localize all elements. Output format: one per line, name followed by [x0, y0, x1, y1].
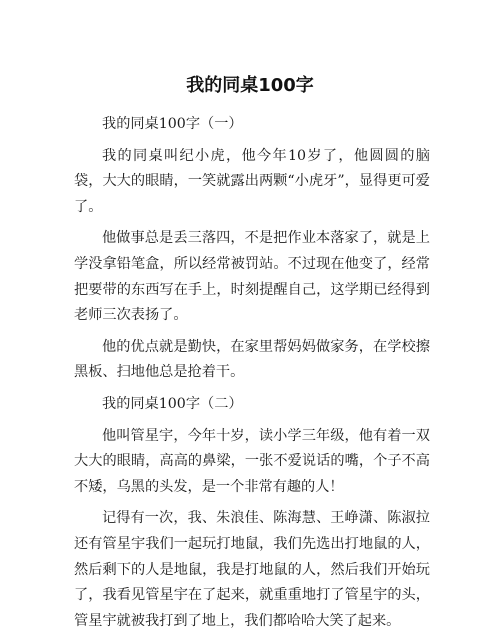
paragraph: 记得有一次，我、朱浪佳、陈海慧、王峥潇、陈淑拉还有管星宇我们一起玩打地鼠，我们先选出打地鼠的人，然后剩下的人是地鼠，我是打地鼠的人，然后我们开始玩了，我看见管星宇在了起来，就重重地打了管星宇的头，管星宇就被我打到了地上，我们都哈哈大笑了起来。 — [74, 510, 430, 629]
section-heading: 我的同桌100字（一） — [102, 116, 243, 132]
paragraph: 他的优点就是勤快，在家里帮妈妈做家务，在学校擦黑板、扫地他总是抢着干。 — [74, 338, 430, 381]
paragraph: 他做事总是丢三落四，不是把作业本落家了，就是上学没拿铅笔盒，所以经常被罚站。不过现在他变了，经常把要带的东西写在手上，时刻提醒自己，这学期已经得到老师三次表扬了。 — [74, 230, 430, 324]
section-one — [74, 112, 430, 386]
section-two — [74, 392, 430, 634]
paragraph: 他叫管星宇，今年十岁，读小学三年级，他有着一双大大的眼睛，高高的鼻梁，一张不爱说话的嘴，个子不高不矮，乌黑的头发，是一个非常有趣的人！ — [74, 427, 430, 495]
document-title: 我的同桌100字 — [186, 75, 314, 96]
section-heading: 我的同桌100字（二） — [102, 395, 243, 412]
document-body — [74, 112, 430, 640]
paragraph: 我的同桌叫纪小虎，他今年10岁了，他圆圆的脑袋，大大的眼睛，一笑就露出两颗“小虎牙”，显得更可爱了。 — [74, 147, 430, 215]
